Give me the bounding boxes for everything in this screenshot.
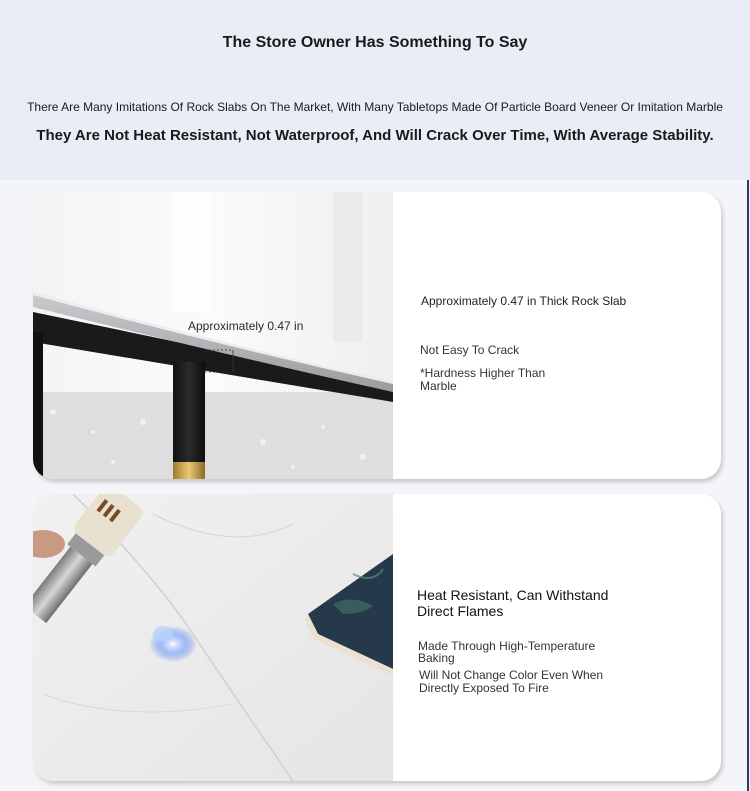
- feature-card-thickness: [33, 192, 721, 479]
- intro-line-1: There Are Many Imitations Of Rock Slabs On The Market, With Many Tabletops Made Of Particle Board Veneer Or Imitation Marble: [27, 100, 723, 114]
- intro-line-2: They Are Not Heat Resistant, Not Waterproof, And Will Crack Over Time, With Average Stability.: [36, 127, 714, 144]
- tabletop-edge-photo: [33, 192, 393, 479]
- feature-color-text: Will Not Change Color Even When Directly Exposed To Fire: [419, 668, 604, 695]
- tabletop-edge-illustration: [33, 192, 393, 479]
- torch-flame-illustration: [33, 494, 393, 781]
- feature-hardness-text: *Hardness Higher Than Marble: [420, 366, 546, 393]
- feature-card-heat: [33, 494, 721, 781]
- torch-marble-photo: [33, 494, 393, 781]
- thickness-callout: Approximately 0.47 in: [188, 319, 304, 333]
- page-title: The Store Owner Has Something To Say: [222, 34, 528, 51]
- accent-line: [747, 180, 749, 791]
- feature-baking-text: Made Through High-Temperature Baking: [418, 639, 596, 665]
- heat-resistant-heading: Heat Resistant, Can Withstand Direct Flames: [417, 587, 609, 619]
- thickness-heading: Approximately 0.47 in Thick Rock Slab: [421, 294, 627, 308]
- header-section: [0, 0, 750, 180]
- feature-crack-text: Not Easy To Crack: [420, 343, 520, 357]
